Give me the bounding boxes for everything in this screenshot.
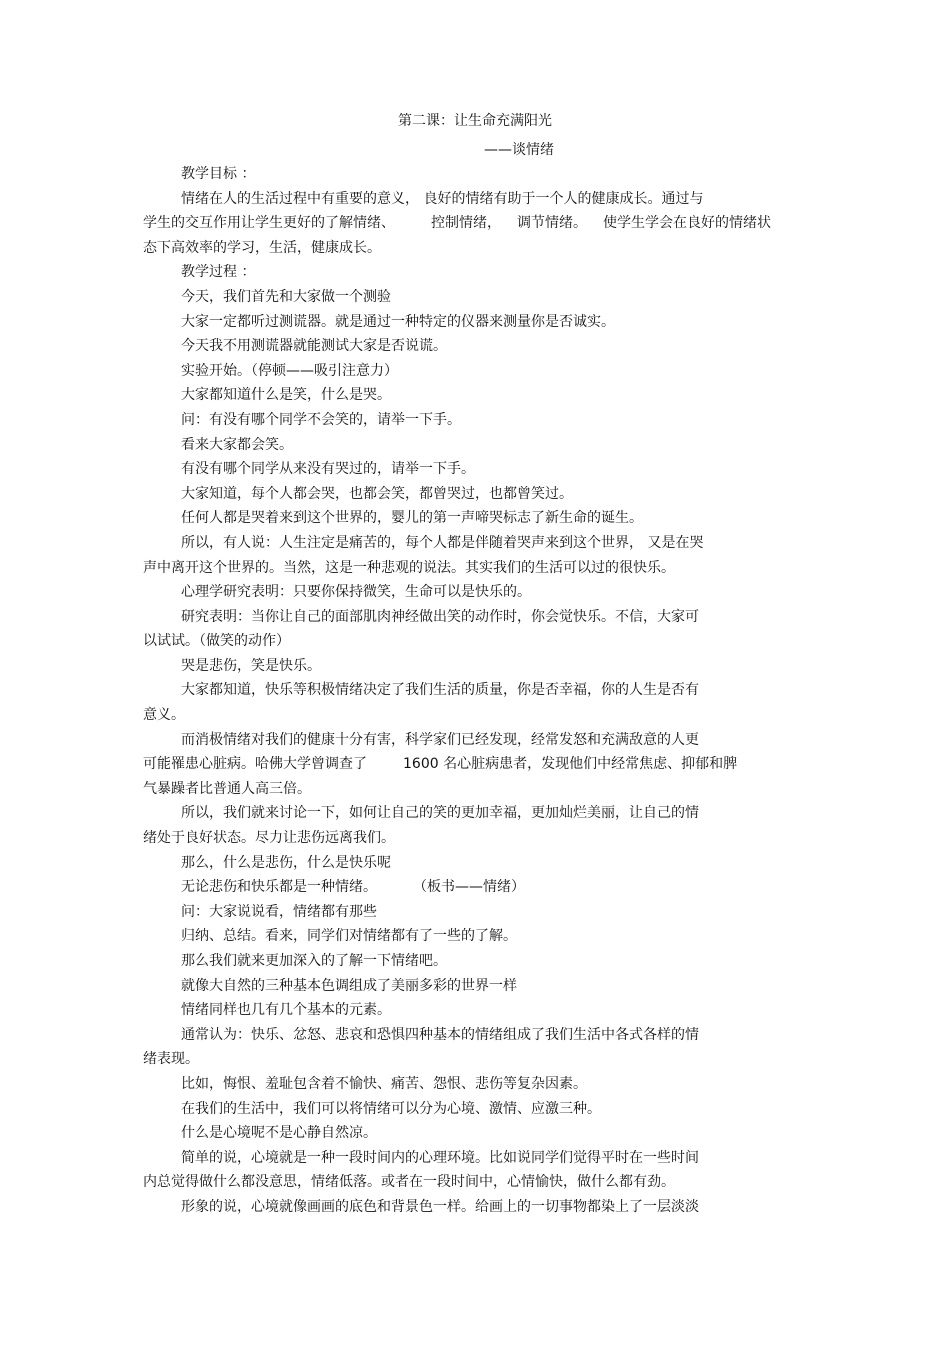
paragraph-line: 看来大家都会笑。	[181, 436, 293, 453]
paragraph-line: 形象的说，心境就像画画的底色和背景色一样。给画上的一切事物都染上了一层淡淡	[181, 1198, 699, 1215]
paragraph-line: 有没有哪个同学从来没有哭过的，请举一下手。	[181, 461, 475, 478]
text-segment: 学生的交互作用让学生更好的了解情绪、	[143, 215, 395, 232]
paragraph-line: 气暴躁者比普通人高三倍。	[143, 780, 311, 797]
text-segment: 1600 名心脏病患者，发现他们中经常焦虑、抑郁和脾	[403, 756, 738, 773]
text-segment: 无论悲伤和快乐都是一种情绪。	[181, 879, 377, 896]
paragraph-line: 态下高效率的学习，生活，健康成长。	[143, 239, 381, 256]
text-segment: 可能罹患心脏病。哈佛大学曾调查了	[143, 756, 367, 773]
lesson-title: 第二课：让生命充满阳光	[398, 113, 552, 129]
paragraph-line: 实验开始。（停顿——吸引注意力）	[181, 362, 398, 379]
paragraph-line: 所以，我们就来讨论一下，如何让自己的笑的更加幸福，更加灿烂美丽，让自己的情	[181, 805, 699, 822]
paragraph-line: 问：大家说说看，情绪都有那些	[181, 903, 377, 920]
paragraph-line: 问：有没有哪个同学不会笑的，请举一下手。	[181, 411, 461, 428]
paragraph-line: 内总觉得做什么都没意思，情绪低落。或者在一段时间中，心情愉快，做什么都有劲。	[143, 1174, 675, 1191]
paragraph-line: 简单的说，心境就是一种一段时间内的心理环境。比如说同学们觉得平时在一些时间	[181, 1149, 699, 1166]
paragraph-line: 今天我不用测谎器就能测试大家是否说谎。	[181, 338, 447, 355]
paragraph-line: 情绪在人的生活过程中有重要的意义， 良好的情绪有助于一个人的健康成长。通过与	[181, 190, 704, 207]
text-segment: 调节情绪。	[517, 215, 587, 232]
paragraph-line: 声中离开这个世界的。当然，这是一种悲观的说法。其实我们的生活可以过的很快乐。	[143, 559, 675, 576]
section-heading-process: 教学过程 ：	[181, 264, 256, 281]
text-segment: （板书——情绪）	[413, 879, 525, 896]
paragraph-line: 哭是悲伤，笑是快乐。	[181, 657, 321, 674]
paragraph-line: 任何人都是哭着来到这个世界的，婴儿的第一声啼哭标志了新生命的诞生。	[181, 510, 643, 527]
text-segment: 控制情绪，	[431, 215, 501, 232]
paragraph-line: 就像大自然的三种基本色调组成了美丽多彩的世界一样	[181, 977, 517, 994]
paragraph-line: 绪表现。	[143, 1051, 199, 1068]
paragraph-line	[143, 875, 793, 900]
paragraph-line: 在我们的生活中，我们可以将情绪可以分为心境、激情、应激三种。	[181, 1100, 601, 1117]
paragraph-line	[143, 752, 793, 777]
paragraph-line: 大家知道，每个人都会哭，也都会笑，都曾哭过，也都曾笑过。	[181, 485, 573, 502]
paragraph-line: 所以，有人说：人生注定是痛苦的，每个人都是伴随着哭声来到这个世界， 又是在哭	[181, 534, 704, 551]
paragraph-line: 归纳、总结。看来，同学们对情绪都有了一些的了解。	[181, 928, 517, 945]
text-segment: 使学生学会在良好的情绪状	[603, 215, 771, 232]
paragraph-line: 而消极情绪对我们的健康十分有害，科学家们已经发现，经常发怒和充满敌意的人更	[181, 731, 699, 748]
paragraph-line: 那么我们就来更加深入的了解一下情绪吧。	[181, 953, 447, 969]
paragraph-line: 情绪同样也几有几个基本的元素。	[181, 1002, 391, 1019]
paragraph-line: 今天，我们首先和大家做一个测验	[181, 288, 391, 305]
paragraph-line: 意义。	[143, 707, 185, 724]
paragraph-line: 比如，悔恨、羞耻包含着不愉快、痛苦、怨恨、悲伤等复杂因素。	[181, 1075, 587, 1092]
paragraph-line: 什么是心境呢不是心静自然凉。	[181, 1125, 377, 1142]
paragraph-line: 那么，什么是悲伤，什么是快乐呢	[181, 854, 391, 871]
paragraph-line	[143, 211, 793, 236]
paragraph-line: 大家一定都听过测谎器。就是通过一种特定的仪器来测量你是否诚实。	[181, 313, 615, 330]
lesson-subtitle: ——谈情绪	[484, 142, 554, 158]
lesson-body	[143, 162, 793, 1220]
paragraph-line: 研究表明：当你让自己的面部肌肉神经做出笑的动作时，你会觉快乐。不信，大家可	[181, 608, 699, 625]
paragraph-line: 绪处于良好状态。尽力让悲伤远离我们。	[143, 830, 395, 847]
paragraph-line: 大家都知道，快乐等积极情绪决定了我们生活的质量，你是否幸福，你的人生是否有	[181, 682, 699, 699]
paragraph-line: 心理学研究表明：只要你保持微笑，生命可以是快乐的。	[181, 584, 531, 601]
paragraph-line: 大家都知道什么是笑，什么是哭。	[181, 387, 391, 404]
paragraph-line: 通常认为：快乐、忿怒、悲哀和恐惧四种基本的情绪组成了我们生活中各式各样的情	[181, 1026, 699, 1043]
paragraph-line: 以试试。（做笑的动作）	[143, 633, 290, 650]
section-heading-objectives: 教学目标 ：	[181, 166, 256, 182]
